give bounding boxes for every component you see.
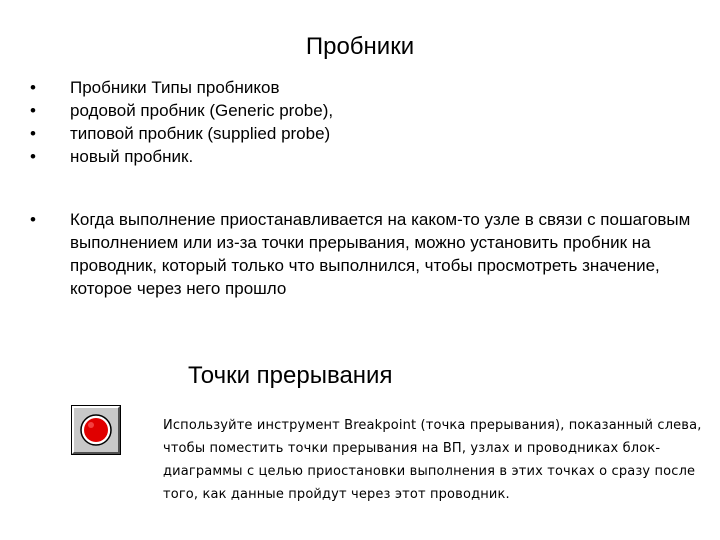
- list-item: • Пробники Типы пробников: [30, 76, 333, 99]
- breakpoint-stop-icon: [74, 408, 118, 452]
- breakpoint-tool-icon[interactable]: [72, 406, 120, 454]
- probe-usage-list: [30, 208, 695, 300]
- section-title: Точки прерывания: [188, 362, 393, 389]
- probe-types-list: [30, 76, 333, 168]
- slide-title-text: Пробники: [305, 33, 415, 60]
- slide-title: [0, 33, 720, 61]
- list-item: • новый пробник.: [30, 145, 333, 168]
- list-item: • родовой пробник (Generic probe),: [30, 99, 333, 122]
- probe-usage-paragraph: • Когда выполнение приостанавливается на каком-то узле в связи с пошаговым выполнением или из-за точки прерывания, можно установить пробник на проводник, который только что выполнился, чтобы просмотреть значение, которое через него прошло: [30, 208, 695, 300]
- breakpoint-description: Используйте инструмент Breakpoint (точка прерывания), показанный слева, чтобы поместить точки прерывания на ВП, узлах и проводниках блок-диаграммы с целью приостановки выполнения в этих точках о сразу после того, как данные пройдут через этот проводник.: [163, 418, 702, 502]
- list-item: • типовой пробник (supplied probe): [30, 122, 333, 145]
